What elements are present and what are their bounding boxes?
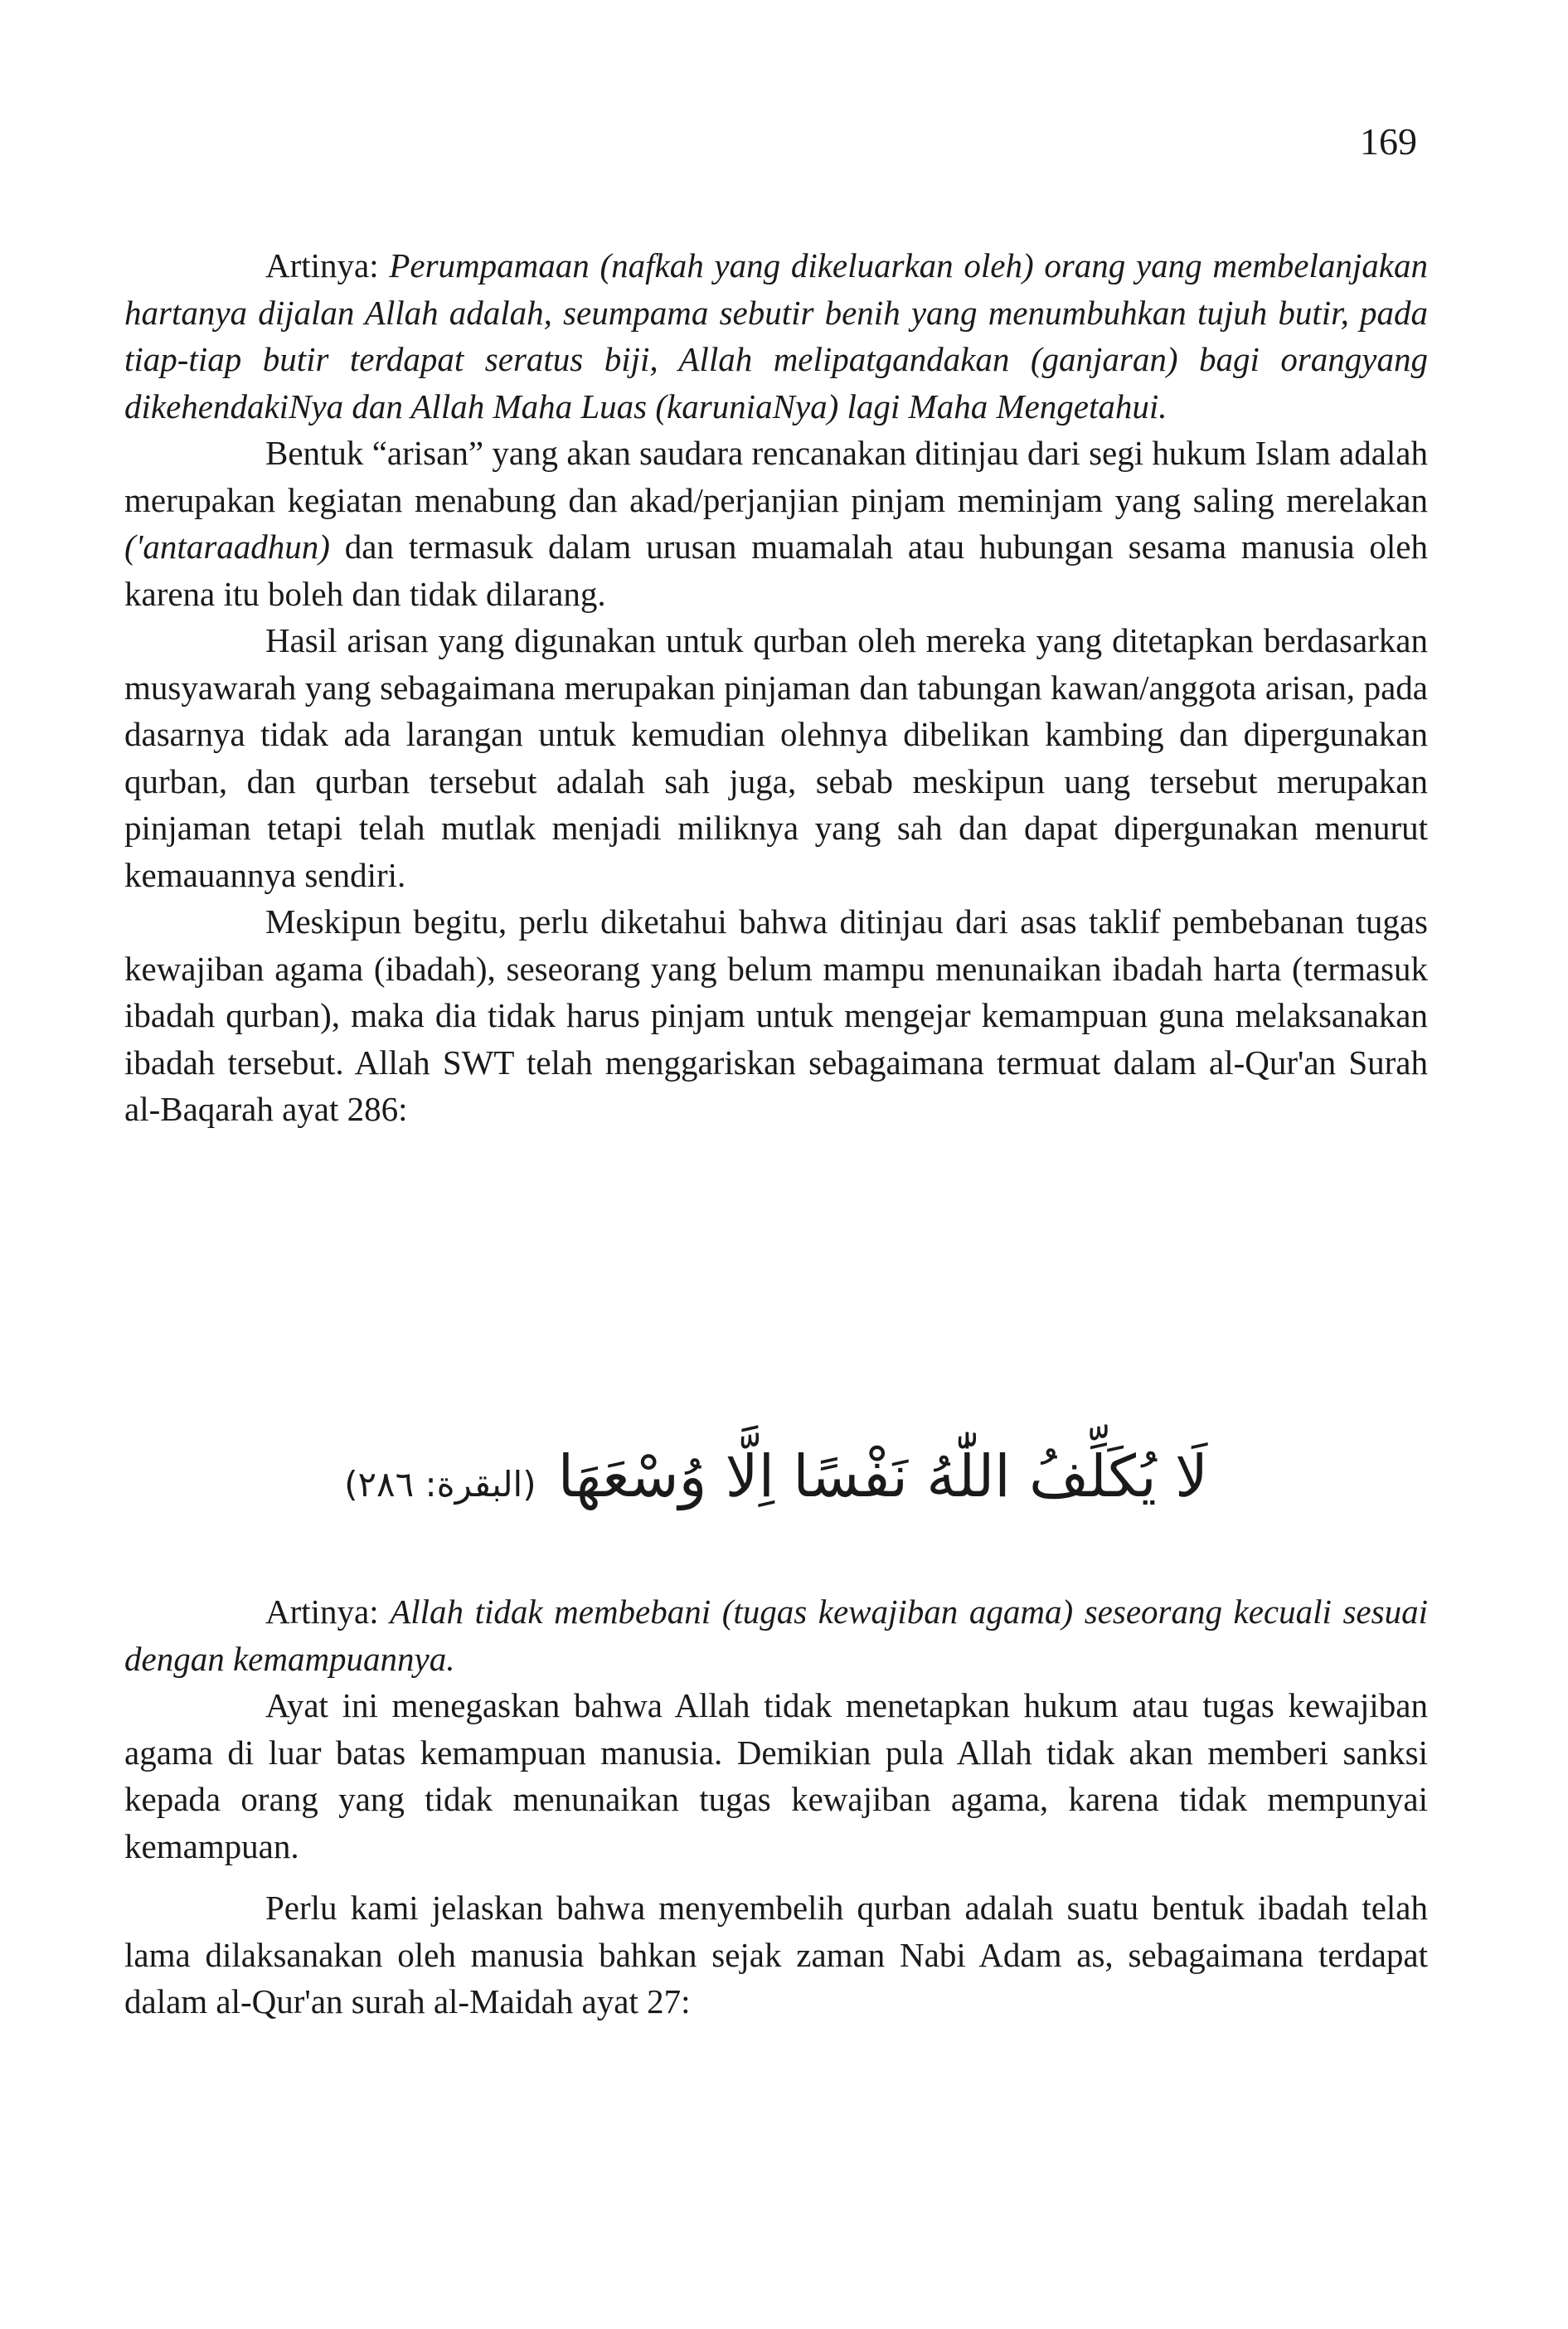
translation-paragraph <box>124 242 1428 430</box>
translation-text: Perumpamaan (nafkah yang dikeluarkan oleh) orang yang membelanjakan hartanya dijalan Allah adalah, seumpama sebutir benih yang menumbuhkan tujuh butir, pada tiap-tiap butir terdapat seratus biji, Allah melipatgandakan (ganjaran) bagi orangyang dikehendakiNya dan Allah Maha Luas (karuniaNya) lagi Maha Mengetahui. <box>124 246 1428 425</box>
paragraph-meskipun: Meskipun begitu, perlu diketahui bahwa ditinjau dari asas taklif pembebanan tugas kewajiban agama (ibadah), seseorang yang belum mampu menunaikan ibadah harta (termasuk ibadah qurban), maka dia tidak harus pinjam untuk mengejar kemampuan guna melaksanakan ibadah tersebut. Allah SWT telah menggariskan sebagaimana termuat dalam al-Qur'an Surah al-Baqarah ayat 286: <box>124 902 1428 1128</box>
page-number: 169 <box>1360 120 1417 163</box>
text-block-upper <box>124 242 1428 1133</box>
translation-label: Artinya: <box>265 246 390 284</box>
verse-translation-text: Allah tidak membebani (tugas kewajiban agama) seseorang kecuali sesuai dengan kemampuannya. <box>124 1592 1428 1678</box>
paragraph-arisan-after: dan termasuk dalam urusan muamalah atau hubungan sesama manusia oleh karena itu boleh dan tidak dilarang. <box>124 528 1428 613</box>
paragraph-ayat-ini: Ayat ini menegaskan bahwa Allah tidak menetapkan hukum atau tugas kewajiban agama di luar batas kemampuan manusia. Demikian pula Allah tidak akan memberi sanksi kepada orang yang tidak menunaikan tugas kewajiban agama, karena tidak mempunyai kemampuan. <box>124 1686 1428 1865</box>
paragraph-arisan <box>124 430 1428 617</box>
quran-verse <box>124 1439 1428 1514</box>
term-antaraadhun: ('antaraadhun) <box>124 528 330 566</box>
verse-translation-paragraph <box>124 1588 1428 1682</box>
text-block-lower <box>124 1588 1428 2025</box>
verse-reference: (البقرة: ٢٨٦) <box>344 1464 536 1505</box>
verse-translation-label: Artinya: <box>265 1592 391 1631</box>
arabic-verse-text: لَا يُكَلِّفُ اللّٰهُ نَفْسًا اِلَّا وُسْعَهَا <box>557 1442 1208 1510</box>
paragraph-perlu-kami: Perlu kami jelaskan bahwa menyembelih qurban adalah suatu bentuk ibadah telah lama dilaksanakan oleh manusia bahkan sejak zaman Nabi Adam as, sebagaimana terdapat dalam al-Qur'an surah al-Maidah ayat 27: <box>124 1889 1428 2020</box>
paragraph-arisan-before: Bentuk “arisan” yang akan saudara rencanakan ditinjau dari segi hukum Islam adalah merupakan kegiatan menabung dan akad/perjanjian pinjam meminjam yang saling merelakan <box>124 434 1428 519</box>
paragraph-hasil-arisan: Hasil arisan yang digunakan untuk qurban oleh mereka yang ditetapkan berdasarkan musyawarah yang sebagaimana merupakan pinjaman dan tabungan kawan/anggota arisan, pada dasarnya tidak ada larangan untuk kemudian olehnya dibelikan kambing dan dipergunakan qurban, dan qurban tersebut adalah sah juga, sebab meskipun uang tersebut merupakan pinjaman tetapi telah mutlak menjadi miliknya yang sah dan dapat dipergunakan menurut kemauannya sendiri. <box>124 621 1428 894</box>
